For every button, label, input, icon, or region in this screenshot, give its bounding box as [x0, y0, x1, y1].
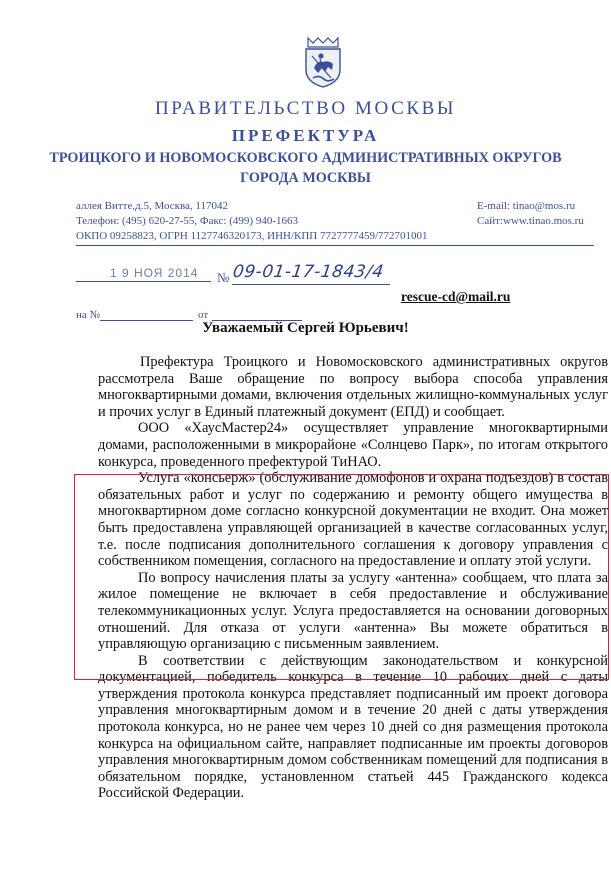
registration-codes-line: ОКПО 09258823, ОГРН 1127746320173, ИНН/КПП 7727777459/772701001 — [76, 230, 428, 242]
reply-to-label: на № — [76, 309, 101, 321]
number-underline — [232, 284, 390, 285]
moscow-coat-of-arms-emblem — [301, 34, 345, 88]
email-line: E-mail: tinao@mos.ru — [477, 200, 576, 212]
address-line: аллея Витте,д.5, Москва, 117042 — [76, 200, 228, 212]
phone-line: Телефон: (495) 620-27-55, Факс: (499) 940-1663 — [76, 215, 298, 227]
city-title: ГОРОДА МОСКВЫ — [240, 170, 371, 186]
header-divider — [76, 245, 594, 246]
paragraph-2: ООО «ХаусМастер24» осуществляет управление многоквартирными домами, расположенными в микрорайоне «Солнцево Парк», по итогам открытого конкурса, проведенного префектурой ТиНАО. — [98, 420, 608, 470]
highlight-box — [74, 474, 609, 680]
government-title: ПРАВИТЕЛЬСТВО МОСКВЫ — [154, 98, 457, 119]
districts-title: ТРОИЦКОГО И НОВОМОСКОВСКОГО АДМИНИСТРАТИВНЫХ ОКРУГОВ — [49, 150, 562, 166]
contact-block-left — [76, 199, 428, 244]
greeting: Уважаемый Сергей Юрьевич! — [202, 320, 409, 336]
number-label: № — [217, 270, 230, 285]
outgoing-number: 09-01-17-1843/4 — [231, 262, 386, 282]
paragraph-1: Префектура Троицкого и Новомосковского административных округов рассмотрела Ваше обращение по вопросу выбора способа управления многоквартирными домами, включения отдельных жилищно-коммунальных услуг и прочих услуг в Единый платежный документ (ЕПД) и сообщает. — [98, 354, 608, 420]
prefecture-title: ПРЕФЕКТУРА — [231, 126, 380, 145]
paragraph-5: В соответствии с действующим законодательством и конкурсной документацией, победитель конкурса в течение 10 рабочих дней с даты утверждения протокола конкурса представляет подписанный им проект договора управления многоквартирным домом и в течение 20 дней с даты утверждения протокола конкурса, но не ранее чем через 10 дней со дня размещения протокола конкурса на официальном сайте, направляет подписанные им проекты договоров управления многоквартирным домом собственникам помещений для подписания в обязательном порядке, установленном статьей 445 Гражданского кодекса Российской Федерации. — [98, 652, 608, 802]
recipient-email: rescue-cd@mail.ru — [401, 289, 511, 304]
website-line: Сайт:www.tinao.mos.ru — [477, 215, 584, 227]
paragraph-3: Услуга «консьерж» (обслуживание домофонов и охрана подъездов) в состав обязательных работ и услуг по содержанию и ремонту общего имущества в многоквартирном доме согласно конкурсной документации не входит. Она может быть предоставлена управляющей организацией в качестве согласованных услуг, т.е. после подписания дополнительного соглашения к договору управления с собственником помещения, согласного на предоставление и оплату этой услуги. — [98, 470, 608, 570]
date-stamp: 1 9 НОЯ 2014 — [110, 266, 199, 280]
contact-block-right — [477, 199, 584, 229]
paragraph-4: По вопросу начисления платы за услугу «антенна» сообщаем, что плата за жилое помещение не включает в себя предоставление и обслуживание телекоммуникационных услуг. Услуга предоставляется на основании договорных отношений. Для отказа от услуги «антенна» Вы можете обратиться в управляющую организацию с письменным заявлением. — [98, 569, 608, 653]
reply-date-label: от — [198, 309, 209, 321]
date-underline — [76, 281, 211, 282]
